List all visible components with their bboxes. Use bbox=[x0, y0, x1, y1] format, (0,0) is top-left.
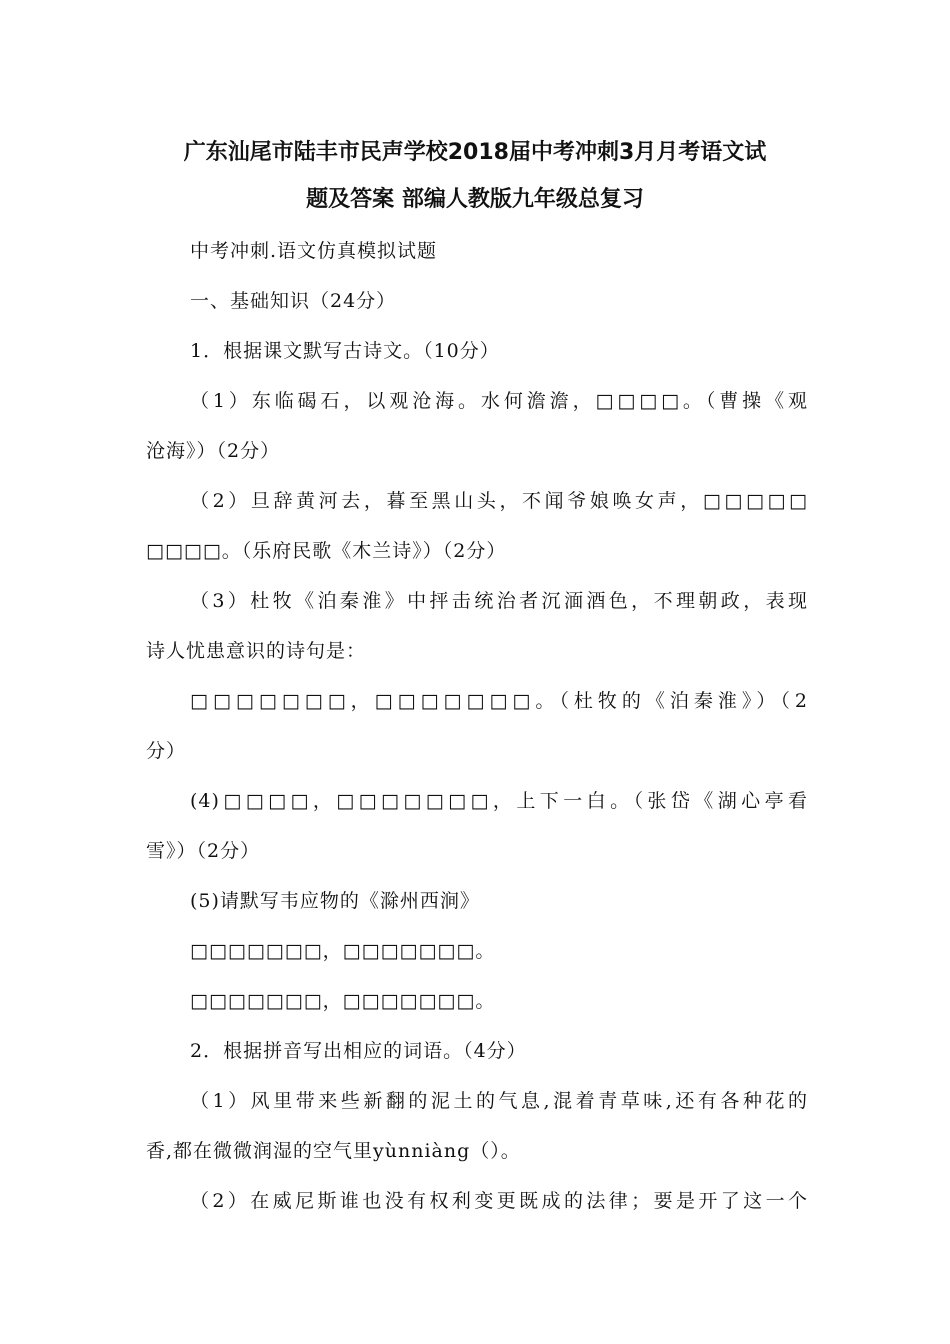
question-1-item-3-score: 分） bbox=[146, 740, 187, 762]
question-1-item-1-cont: 沧海》）（2分） bbox=[146, 440, 281, 462]
question-1-item-5-blanks-2: □□□□□□□，□□□□□□□。 bbox=[190, 990, 496, 1012]
question-1-item-3: （3）杜牧《泊秦淮》中抨击统治者沉湎酒色，不理朝政，表现 bbox=[190, 590, 808, 612]
document-title-line-2: 题及答案 部编人教版九年级总复习 bbox=[306, 187, 644, 212]
question-2-item-2: （2）在威尼斯谁也没有权利变更既成的法律；要是开了这一个 bbox=[190, 1190, 808, 1212]
question-2-item-1-cont: 香,都在微微润湿的空气里yùnniàng（）。 bbox=[146, 1140, 521, 1162]
question-1-item-1: （1）东临碣石，以观沧海。水何澹澹，□□□□。（曹操《观 bbox=[190, 390, 808, 412]
question-1-item-5: (5)请默写韦应物的《滁州西涧》 bbox=[190, 890, 480, 912]
document-title-line-1: 广东汕尾市陆丰市民声学校2018届中考冲刺3月月考语文试 bbox=[183, 140, 767, 165]
question-1-heading: 1．根据课文默写古诗文。（10分） bbox=[190, 340, 500, 362]
question-1-item-3-cont: 诗人忧患意识的诗句是： bbox=[146, 640, 367, 662]
question-1-item-2: （2）旦辞黄河去，暮至黑山头，不闻爷娘唤女声，□□□□□ bbox=[190, 490, 808, 512]
part-heading: 一、基础知识（24分） bbox=[190, 290, 397, 312]
question-1-item-4-cont: 雪》）（2分） bbox=[146, 840, 261, 862]
question-1-item-4: (4)□□□□，□□□□□□□，上下一白。（张岱《湖心亭看 bbox=[190, 790, 808, 812]
question-1-item-5-blanks-1: □□□□□□□，□□□□□□□。 bbox=[190, 940, 496, 962]
section-heading: 中考冲刺.语文仿真模拟试题 bbox=[190, 240, 438, 262]
question-1-item-3-blanks: □□□□□□□，□□□□□□□。（杜牧的《泊秦淮》）（2 bbox=[190, 690, 808, 712]
question-2-heading: 2．根据拼音写出相应的词语。（4分） bbox=[190, 1040, 527, 1062]
question-2-item-1: （1）风里带来些新翻的泥土的气息,混着青草味,还有各种花的 bbox=[190, 1090, 808, 1112]
question-1-item-2-cont: □□□□。（乐府民歌《木兰诗》）（2分） bbox=[146, 540, 507, 562]
